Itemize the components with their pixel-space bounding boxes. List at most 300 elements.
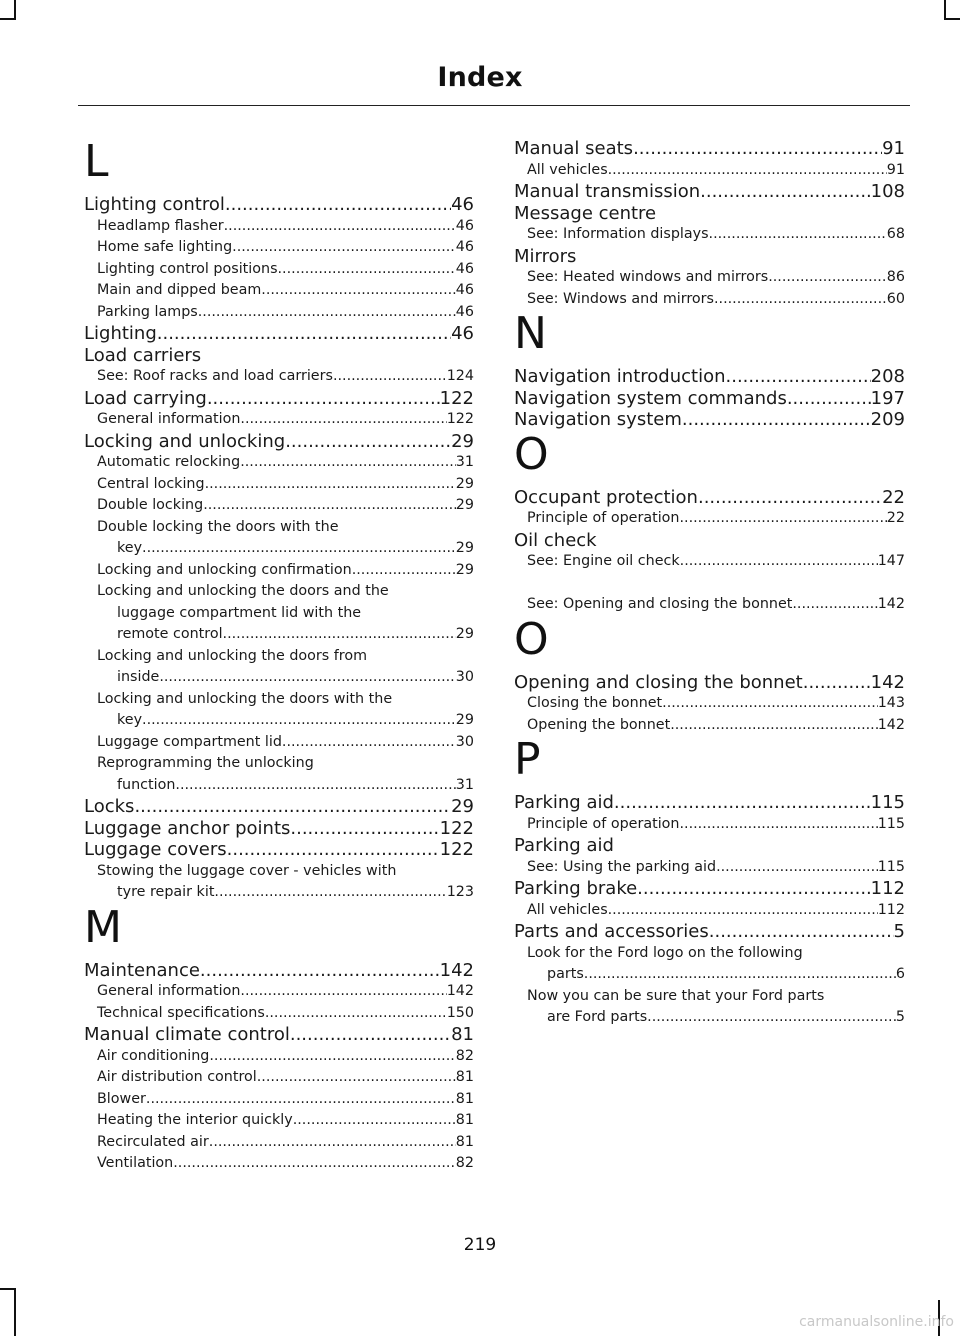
subentry-continuation-text: luggage compartment lid with the	[117, 604, 362, 621]
dot-leader	[584, 964, 896, 986]
index-subentry[interactable]	[84, 981, 474, 1003]
index-entry[interactable]	[514, 878, 905, 900]
entry-row	[514, 138, 905, 160]
index-subentry[interactable]	[84, 1003, 474, 1025]
entry-text: Mirrors	[514, 245, 577, 267]
subentry-page-number: 143	[877, 695, 905, 711]
entry-text: Luggage covers	[84, 839, 227, 860]
section-letter: O	[514, 613, 549, 665]
entry-page-number: 122	[439, 387, 474, 409]
dot-leader	[726, 366, 871, 388]
dot-leader	[714, 289, 887, 311]
index-subentry[interactable]	[84, 495, 474, 517]
subentry-page-number: 68	[886, 226, 905, 242]
entry-text: Occupant protection	[514, 486, 698, 508]
index-entry[interactable]	[514, 409, 905, 431]
dot-leader	[608, 900, 878, 922]
subentry-page-number: 46	[455, 217, 474, 234]
index-entry[interactable]	[84, 1024, 474, 1046]
index-entry[interactable]	[84, 818, 474, 840]
index-subentry[interactable]	[514, 551, 905, 573]
index-entry[interactable]	[514, 672, 905, 694]
entry-page-number: 91	[882, 138, 905, 159]
subentry-continuation-row	[97, 710, 474, 732]
subentry-continuation-text: key	[117, 712, 143, 728]
title-divider	[78, 105, 910, 106]
index-subentry[interactable]	[514, 224, 905, 246]
dot-leader	[682, 409, 871, 431]
index-entry[interactable]	[84, 388, 474, 410]
entry-page-number: 46	[451, 194, 474, 215]
entry-text: Navigation system	[514, 409, 682, 430]
subentry-page-number: 46	[455, 239, 474, 255]
entry-page-number: 81	[451, 1024, 474, 1045]
dot-leader	[698, 487, 882, 509]
subentry-row	[97, 495, 474, 517]
subentry-page-number: 46	[455, 303, 474, 320]
index-subentry[interactable]	[514, 943, 905, 986]
index-subentry[interactable]	[84, 689, 474, 732]
index-entry[interactable]	[514, 921, 905, 943]
dot-leader	[159, 667, 455, 689]
subentry-page-number: 86	[886, 269, 905, 285]
dot-leader	[792, 594, 877, 616]
index-entry[interactable]	[514, 138, 905, 160]
section-letter: L	[84, 136, 109, 187]
index-column-right	[514, 138, 905, 1029]
subentry-text: See: Information displays	[527, 226, 709, 242]
entry-text: Parking aid	[514, 835, 614, 856]
dot-leader	[175, 775, 455, 797]
index-subentry[interactable]	[84, 753, 474, 796]
entry-row	[84, 194, 474, 216]
index-subentry[interactable]	[514, 986, 905, 1029]
subentry-text: Locking and unlocking the doors and the	[97, 583, 389, 599]
subentry-row	[97, 1003, 474, 1025]
subentry-row	[97, 474, 474, 496]
index-subentry[interactable]	[514, 693, 905, 715]
entry-row	[514, 487, 905, 509]
index-subentry[interactable]	[84, 1153, 474, 1175]
index-subentry[interactable]	[84, 1110, 474, 1132]
subentry-continuation-row	[97, 624, 474, 646]
subentry-text: Ventilation	[97, 1155, 174, 1171]
entry-text: Luggage anchor points	[84, 817, 291, 839]
subentry-row	[97, 280, 474, 302]
index-entry[interactable]	[84, 345, 474, 367]
subentry-page-number: 81	[455, 1069, 474, 1085]
index-entry[interactable]	[514, 487, 905, 509]
dot-leader	[293, 1110, 456, 1132]
watermark: carmanualsonline.info	[799, 1314, 954, 1330]
section-letter: P	[514, 734, 541, 785]
dot-leader	[157, 323, 451, 345]
entry-row	[514, 366, 905, 388]
subentry-text: Double locking the doors with the	[97, 518, 339, 535]
index-entry[interactable]	[514, 792, 905, 814]
subentry-row	[97, 1132, 474, 1154]
crop-mark-top-left-vertical	[14, 0, 16, 20]
entry-row	[84, 431, 474, 453]
dot-leader	[198, 302, 456, 324]
subentry-text: Home safe lighting	[97, 239, 233, 255]
dot-leader	[709, 224, 887, 246]
entry-spacer	[514, 573, 905, 595]
subentry-text: Headlamp flasher	[97, 217, 224, 234]
entry-row	[84, 796, 474, 818]
index-entry[interactable]	[84, 323, 474, 345]
subentry-text: All vehicles	[527, 901, 608, 918]
subentry-text: Double locking	[97, 497, 204, 513]
dot-leader	[134, 796, 451, 818]
subentry-text: General information	[97, 983, 241, 999]
index-entry[interactable]	[514, 181, 905, 203]
index-column-left	[84, 138, 474, 1175]
index-subentry[interactable]	[84, 237, 474, 259]
entry-page-number: 46	[451, 323, 474, 344]
dot-leader	[225, 194, 451, 216]
subentry-row	[527, 508, 905, 530]
index-subentry[interactable]	[84, 452, 474, 474]
index-subentry[interactable]	[514, 289, 905, 311]
entry-text: Manual seats	[514, 138, 634, 159]
entry-text: Lighting	[84, 323, 157, 344]
dot-leader	[203, 495, 456, 517]
subentry-page-number: 46	[455, 282, 474, 298]
subentry-row	[97, 216, 474, 238]
index-subentry[interactable]	[84, 1067, 474, 1089]
subentry-continuation-page-number: 29	[455, 712, 474, 728]
subentry-row	[527, 715, 905, 737]
dot-leader	[679, 814, 877, 836]
entry-page-number: 108	[870, 181, 905, 202]
dot-leader	[240, 452, 456, 474]
index-entry[interactable]	[514, 530, 905, 552]
subentry-page-number: 81	[455, 1133, 474, 1150]
subentry-row	[527, 594, 905, 616]
index-subentry[interactable]	[514, 857, 905, 879]
subentry-text: Stowing the luggage cover - vehicles with	[97, 862, 397, 879]
dot-leader	[662, 693, 878, 715]
subentry-text: Principle of operation	[527, 510, 680, 526]
entry-row	[514, 878, 905, 900]
subentry-row	[527, 814, 905, 836]
dot-leader	[209, 1132, 456, 1154]
subentry-page-number: 29	[455, 497, 474, 513]
subentry-text: Air distribution control	[97, 1069, 257, 1085]
entry-row	[84, 323, 474, 345]
dot-leader	[637, 878, 870, 900]
dot-leader	[205, 474, 456, 496]
entry-row	[84, 839, 474, 861]
subentry-text: Parking lamps	[97, 303, 198, 320]
subentry-row	[97, 981, 474, 1003]
index-subentry[interactable]	[514, 594, 905, 616]
subentry-row	[97, 409, 474, 431]
subentry-text: See: Using the parking aid	[527, 858, 717, 875]
dot-leader	[803, 672, 871, 694]
index-entry[interactable]	[84, 431, 474, 453]
entry-text: Locks	[84, 796, 135, 817]
subentry-page-number: 81	[455, 1090, 474, 1107]
entry-text: Manual transmission	[514, 181, 701, 202]
subentry-row	[97, 452, 474, 474]
index-entry[interactable]	[514, 388, 905, 410]
dot-leader	[709, 921, 894, 943]
dot-leader	[207, 388, 440, 410]
subentry-page-number: 115	[877, 858, 905, 875]
subentry-page-number: 30	[455, 733, 474, 750]
subentry-text: Central locking	[97, 475, 205, 492]
subentry-page-number: 31	[455, 454, 474, 470]
subentry-text: Reprogramming the unlocking	[97, 755, 314, 771]
subentry-text: Heating the interior quickly	[97, 1112, 293, 1128]
dot-leader	[214, 882, 446, 904]
subentry-text: See: Heated windows and mirrors	[527, 269, 769, 285]
subentry-continuation-text: inside	[117, 669, 160, 685]
entry-text: Oil check	[514, 529, 597, 551]
subentry-continuation-row	[527, 1007, 905, 1029]
page-title: Index	[437, 62, 523, 93]
entry-page-number: 122	[439, 817, 474, 839]
index-subentry[interactable]	[84, 1132, 474, 1154]
subentry-text: See: Roof racks and load carriers	[97, 368, 333, 384]
entry-text: Locking and unlocking	[84, 430, 286, 452]
subentry-page-number: 122	[446, 411, 474, 427]
dot-leader	[290, 1024, 451, 1046]
index-subentry[interactable]	[84, 280, 474, 302]
entry-row	[84, 388, 474, 410]
subentry-row	[97, 1110, 474, 1132]
index-entry[interactable]	[514, 246, 905, 268]
entry-page-number: 112	[870, 878, 905, 899]
section-letter: M	[84, 901, 122, 953]
subentry-text: Automatic relocking	[97, 454, 241, 470]
subentry-continuation-text: are Ford parts	[547, 1009, 648, 1025]
subentry-text: Opening the bonnet	[527, 716, 671, 733]
dot-leader	[227, 839, 440, 861]
index-subentry[interactable]	[84, 474, 474, 496]
subentry-text: See: Opening and closing the bonnet	[527, 596, 793, 612]
subentry-page-number: 22	[886, 510, 905, 526]
subentry-row	[527, 224, 905, 246]
subentry-continuation-page-number: 30	[455, 669, 474, 685]
subentry-page-number: 124	[446, 368, 474, 384]
subentry-page-number: 29	[455, 475, 474, 492]
dot-leader	[679, 508, 886, 530]
subentry-text: Recirculated air	[97, 1133, 209, 1150]
subentry-page-number: 150	[446, 1004, 474, 1021]
dot-leader	[232, 237, 456, 259]
index-subentry[interactable]	[84, 732, 474, 754]
subentry-continuation-row	[97, 667, 474, 689]
dot-leader	[680, 551, 878, 573]
index-subentry[interactable]	[84, 1089, 474, 1111]
subentry-row	[527, 267, 905, 289]
index-subentry[interactable]	[84, 259, 474, 281]
subentry-row	[527, 857, 905, 879]
subentry-row	[527, 900, 905, 922]
entry-row	[514, 792, 905, 814]
entry-text: Opening and closing the bonnet	[514, 671, 803, 693]
subentry-text: Technical specifications	[97, 1004, 265, 1021]
dot-leader	[257, 1067, 456, 1089]
dot-leader	[200, 960, 440, 982]
entry-text: Parts and accessories	[514, 921, 709, 942]
dot-leader	[240, 409, 446, 431]
subentry-row	[97, 302, 474, 324]
subentry-row	[97, 1153, 474, 1175]
subentry-row	[527, 289, 905, 311]
subentry-continuation-page-number: 6	[895, 966, 905, 982]
subentry-page-number: 115	[877, 815, 905, 832]
index-subentry[interactable]	[84, 216, 474, 238]
subentry-text: Closing the bonnet	[527, 695, 663, 711]
index-subentry[interactable]	[84, 646, 474, 689]
index-entry[interactable]	[514, 366, 905, 388]
index-subentry[interactable]	[84, 861, 474, 904]
section-letter: O	[514, 428, 549, 480]
dot-leader	[285, 431, 451, 453]
dot-leader	[209, 1046, 455, 1068]
entry-page-number: 22	[882, 486, 905, 508]
subentry-text: Locking and unlocking the doors from	[97, 647, 368, 664]
subentry-text: Blower	[97, 1090, 146, 1107]
dot-leader	[142, 710, 456, 732]
entry-text: Load carrying	[84, 387, 207, 409]
entry-text: Navigation introduction	[514, 366, 726, 387]
index-subentry[interactable]	[84, 409, 474, 431]
dot-leader	[333, 366, 447, 388]
subentry-text: Locking and unlocking confirmation	[97, 561, 352, 578]
dot-leader	[768, 267, 887, 289]
index-subentry[interactable]	[514, 508, 905, 530]
entry-text: Navigation system commands	[514, 387, 787, 409]
index-entry[interactable]	[84, 194, 474, 216]
subentry-continuation-page-number: 5	[895, 1009, 905, 1025]
subentry-continuation-row	[97, 882, 474, 904]
index-subentry[interactable]	[514, 900, 905, 922]
entry-text: Maintenance	[84, 959, 200, 981]
subentry-page-number: 46	[455, 260, 474, 277]
dot-leader	[173, 1153, 456, 1175]
entry-text: Message centre	[514, 202, 657, 224]
index-entry[interactable]	[84, 796, 474, 818]
subentry-text: Locking and unlocking the doors with the	[97, 690, 393, 707]
subentry-text: See: Engine oil check	[527, 553, 680, 569]
index-subentry[interactable]	[84, 517, 474, 560]
entry-page-number: 142	[439, 959, 474, 981]
index-subentry[interactable]	[84, 1046, 474, 1068]
entry-row	[84, 818, 474, 840]
subentry-page-number: 142	[877, 596, 905, 612]
subentry-continuation-page-number: 29	[455, 540, 474, 556]
subentry-text: Look for the Ford logo on the following	[527, 944, 803, 961]
subentry-page-number: 60	[886, 290, 905, 307]
entry-page-number: 209	[870, 409, 905, 430]
index-subentry[interactable]	[514, 814, 905, 836]
subentry-page-number: 142	[446, 983, 474, 999]
entry-row	[514, 181, 905, 203]
dot-leader	[716, 857, 878, 879]
subentry-continuation-text: function	[117, 776, 176, 793]
entry-row	[514, 921, 905, 943]
dot-leader	[142, 538, 456, 560]
index-entry[interactable]	[514, 835, 905, 857]
subentry-continuation-page-number: 31	[455, 776, 474, 793]
dot-leader	[224, 216, 456, 238]
dot-leader	[670, 715, 878, 737]
dot-leader	[700, 181, 871, 203]
crop-mark-top-left-horizontal	[0, 18, 16, 20]
crop-mark-top-right-horizontal	[944, 18, 960, 20]
subentry-text: Main and dipped beam	[97, 282, 262, 298]
dot-leader	[146, 1089, 456, 1111]
subentry-continuation-text: parts	[547, 966, 584, 982]
index-subentry[interactable]	[84, 581, 474, 646]
subentry-page-number: 82	[455, 1047, 474, 1064]
index-subentry[interactable]	[84, 302, 474, 324]
subentry-continuation-page-number: 123	[446, 884, 474, 900]
subentry-text: Now you can be sure that your Ford parts	[527, 987, 825, 1004]
subentry-text: General information	[97, 411, 241, 427]
entry-row	[514, 409, 905, 431]
subentry-page-number: 82	[455, 1155, 474, 1171]
index-entry[interactable]	[514, 203, 905, 225]
subentry-continuation-row	[97, 538, 474, 560]
subentry-page-number: 147	[877, 553, 905, 569]
dot-leader	[787, 388, 871, 410]
subentry-row	[97, 1089, 474, 1111]
section-letter: N	[514, 308, 547, 359]
subentry-continuation-row	[97, 775, 474, 797]
index-entry[interactable]	[84, 839, 474, 861]
entry-page-number: 208	[870, 366, 905, 387]
subentry-row	[97, 1046, 474, 1068]
entry-page-number: 115	[870, 792, 905, 813]
subentry-continuation-row	[527, 964, 905, 986]
subentry-row	[527, 693, 905, 715]
index-subentry[interactable]	[514, 715, 905, 737]
dot-leader	[608, 160, 887, 182]
dot-leader	[278, 259, 456, 281]
subentry-row	[97, 366, 474, 388]
entry-page-number: 197	[870, 387, 905, 409]
dot-leader	[223, 624, 456, 646]
subentry-continuation-page-number: 29	[455, 626, 474, 642]
dot-leader	[290, 818, 439, 840]
index-entry[interactable]	[84, 960, 474, 982]
subentry-row	[97, 237, 474, 259]
entry-text: Lighting control	[84, 194, 225, 215]
subentry-row	[527, 160, 905, 182]
index-subentry[interactable]	[84, 560, 474, 582]
subentry-continuation-text: key	[117, 540, 143, 556]
subentry-row	[97, 732, 474, 754]
crop-mark-bottom-left-vertical	[14, 1290, 16, 1336]
entry-row	[514, 388, 905, 410]
dot-leader	[633, 138, 882, 160]
index-subentry[interactable]	[514, 267, 905, 289]
subentry-page-number: 91	[886, 161, 905, 178]
entry-page-number: 5	[893, 921, 905, 942]
subentry-row	[97, 560, 474, 582]
index-subentry[interactable]	[514, 160, 905, 182]
subentry-text: Air conditioning	[97, 1047, 210, 1064]
subentry-text: Lighting control positions	[97, 260, 278, 277]
index-subentry[interactable]	[84, 366, 474, 388]
subentry-text: Luggage compartment lid	[97, 733, 282, 750]
